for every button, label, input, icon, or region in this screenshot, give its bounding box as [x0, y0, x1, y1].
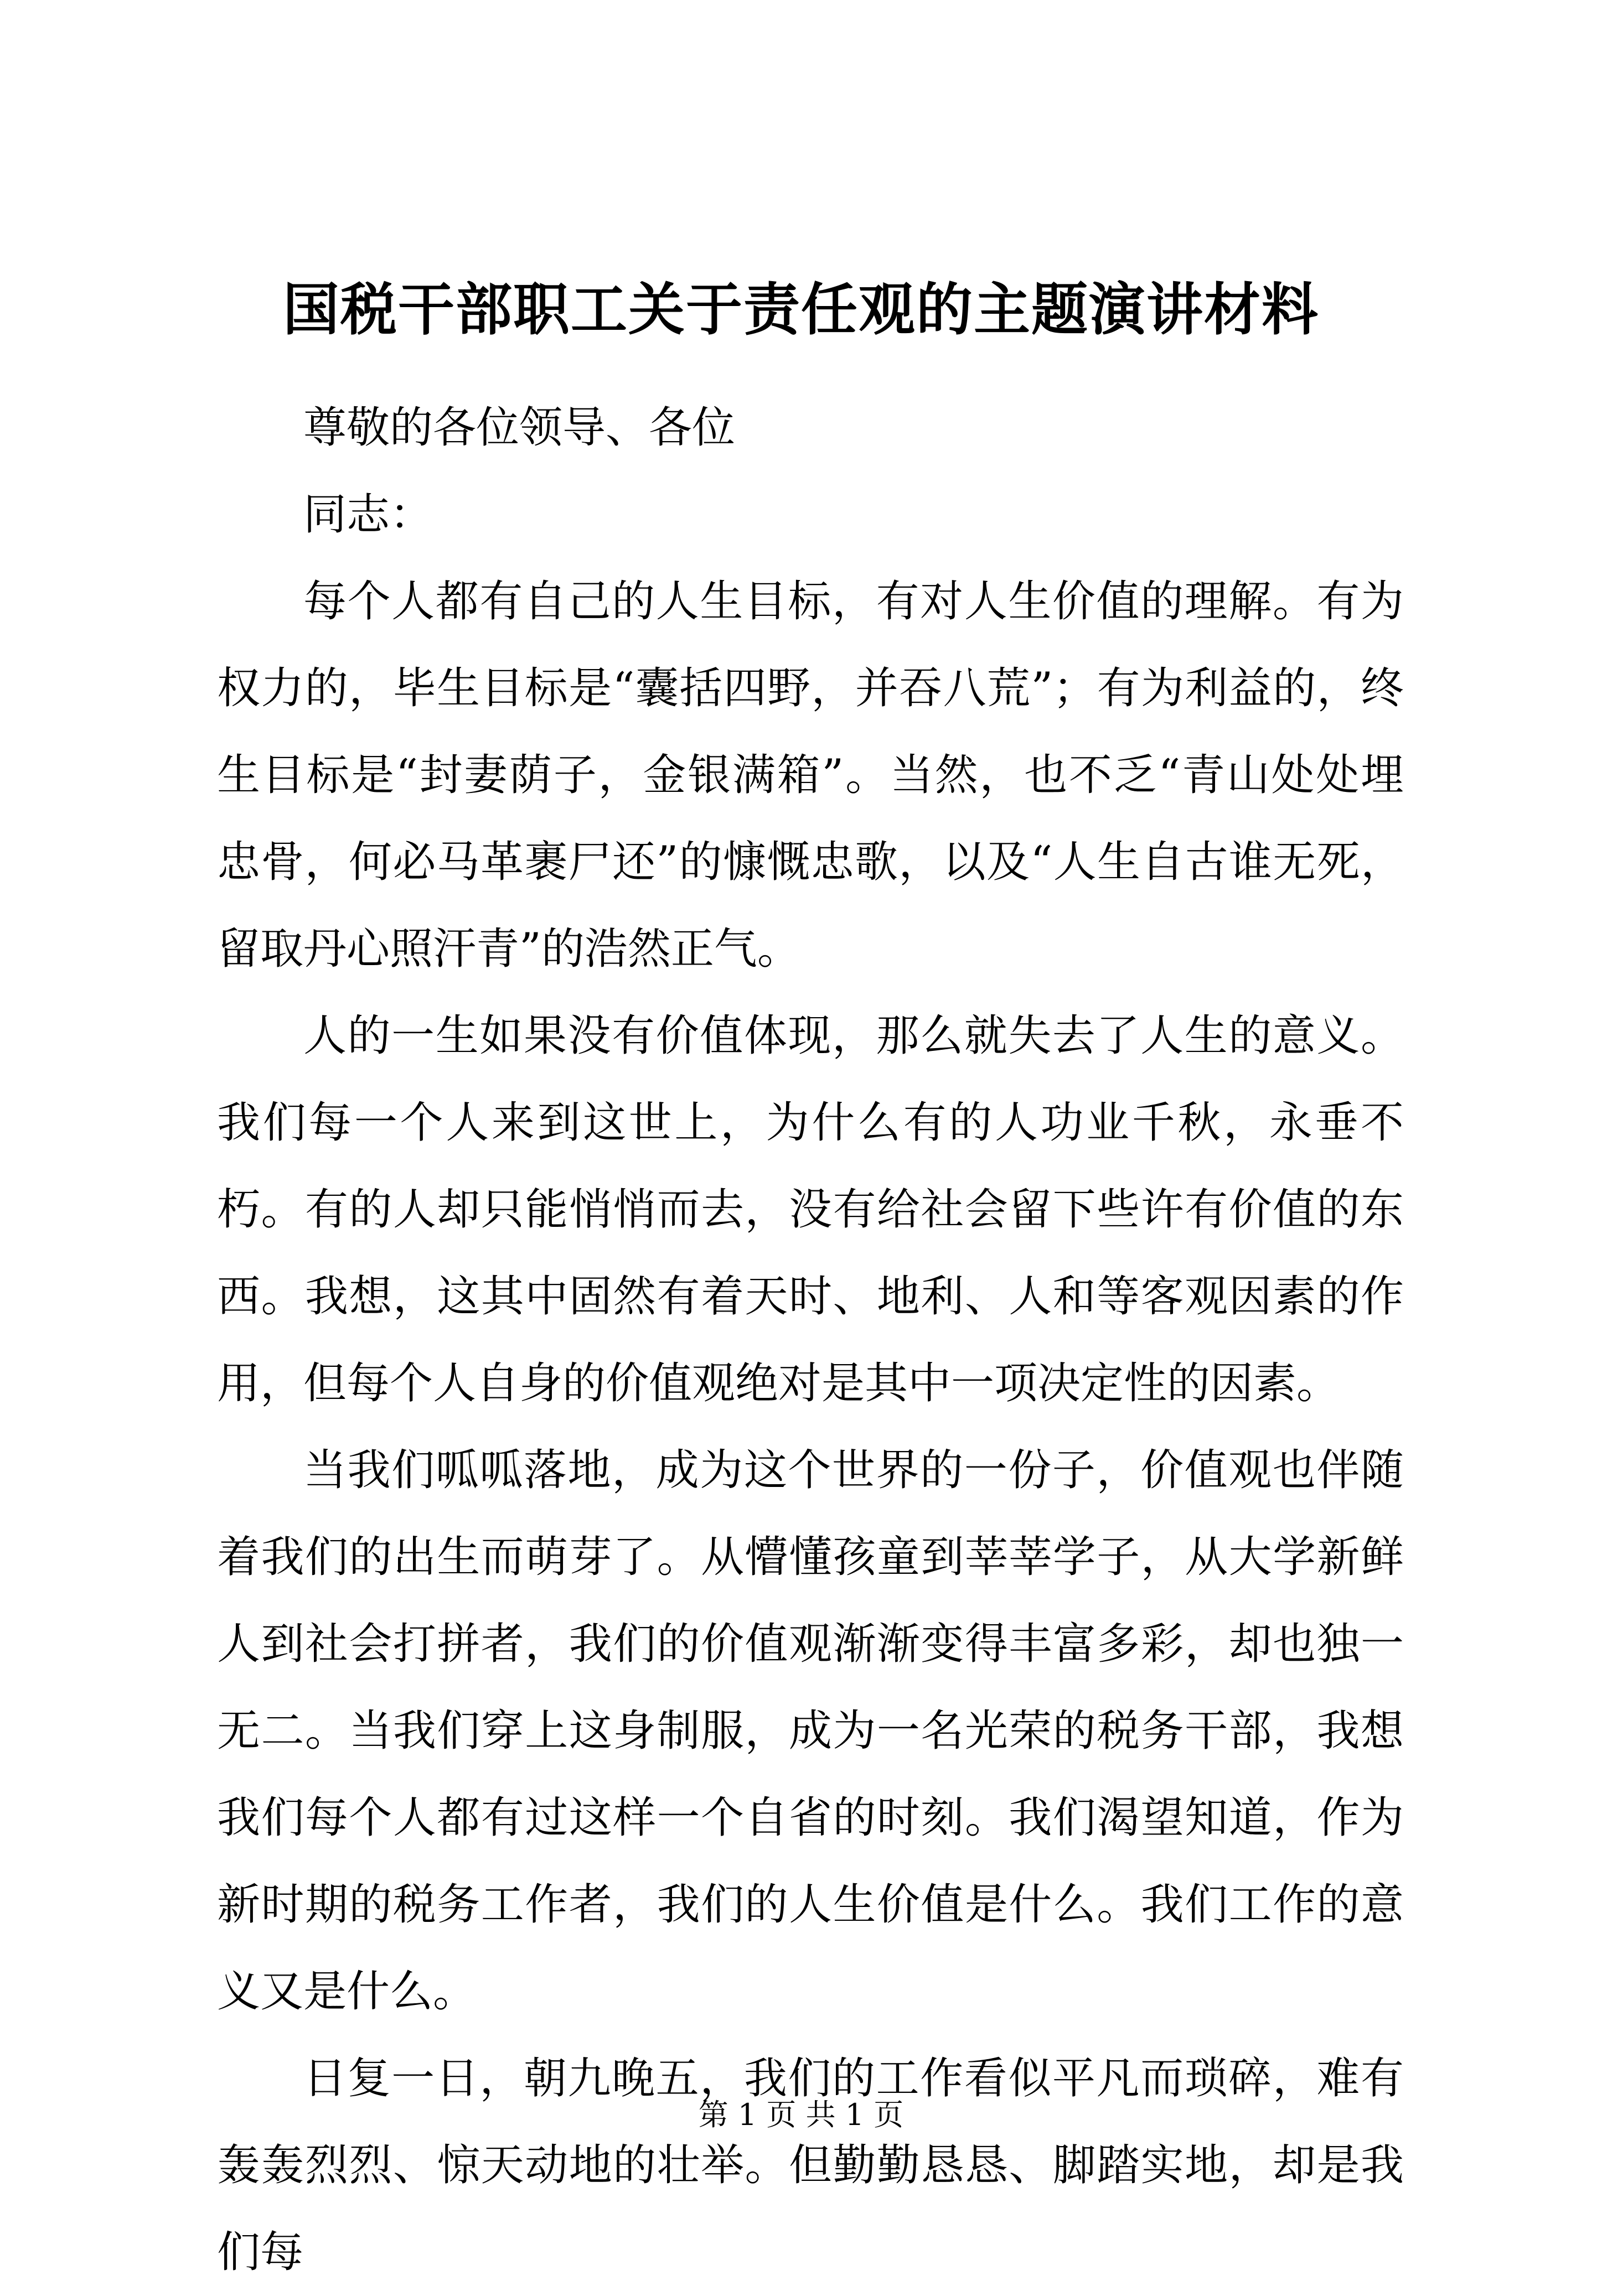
- page-footer: 第 1 页 共 1 页: [698, 2097, 904, 2132]
- document-body: [217, 385, 1404, 2296]
- body-paragraph-4: 日复一日，朝九晚五，我们的工作看似平凡而琐碎，难有轰轰烈烈、惊天动地的壮举。但勤勤恳恳、脚踏实地，却是我们每: [217, 2054, 1404, 2277]
- salutation-line-1: 尊敬的各位领导、各位: [303, 403, 736, 453]
- salutation-line-2: 同志：: [303, 490, 433, 540]
- body-paragraph-3: 当我们呱呱落地，成为这个世界的一份子，价值观也伴随着我们的出生而萌芽了。从懵懂孩童到莘莘学子，从大学新鲜人到社会打拼者，我们的价值观渐渐变得丰富多彩，却也独一无二。当我们穿上这身制服，成为一名光荣的税务干部，我想我们每个人都有过这样一个自省的时刻。我们渴望知道，作为新时期的税务工作者，我们的人生价值是什么。我们工作的意义又是什么。: [217, 1445, 1404, 2017]
- body-paragraph-1: 每个人都有自己的人生目标，有对人生价值的理解。有为权力的，毕生目标是“囊括四野，并吞八荒”；有为利益的，终生目标是“封妻荫子，金银满箱”。当然，也不乏“青山处处埋忠骨，何必马革裹尸还”的慷慨忠歌，以及“人生自古谁无死，留取丹心照汗青”的浩然正气。: [217, 577, 1404, 974]
- body-paragraph-2: 人的一生如果没有价值体现，那么就失去了人生的意义。我们每一个人来到这世上，为什么有的人功业千秋，永垂不朽。有的人却只能悄悄而去，没有给社会留下些许有价值的东西。我想，这其中固然有着天时、地利、人和等客观因素的作用，但每个人自身的价值观绝对是其中一项决定性的因素。: [217, 1011, 1404, 1408]
- document-title: 国税干部职工关于责任观的主题演讲材料: [283, 277, 1319, 343]
